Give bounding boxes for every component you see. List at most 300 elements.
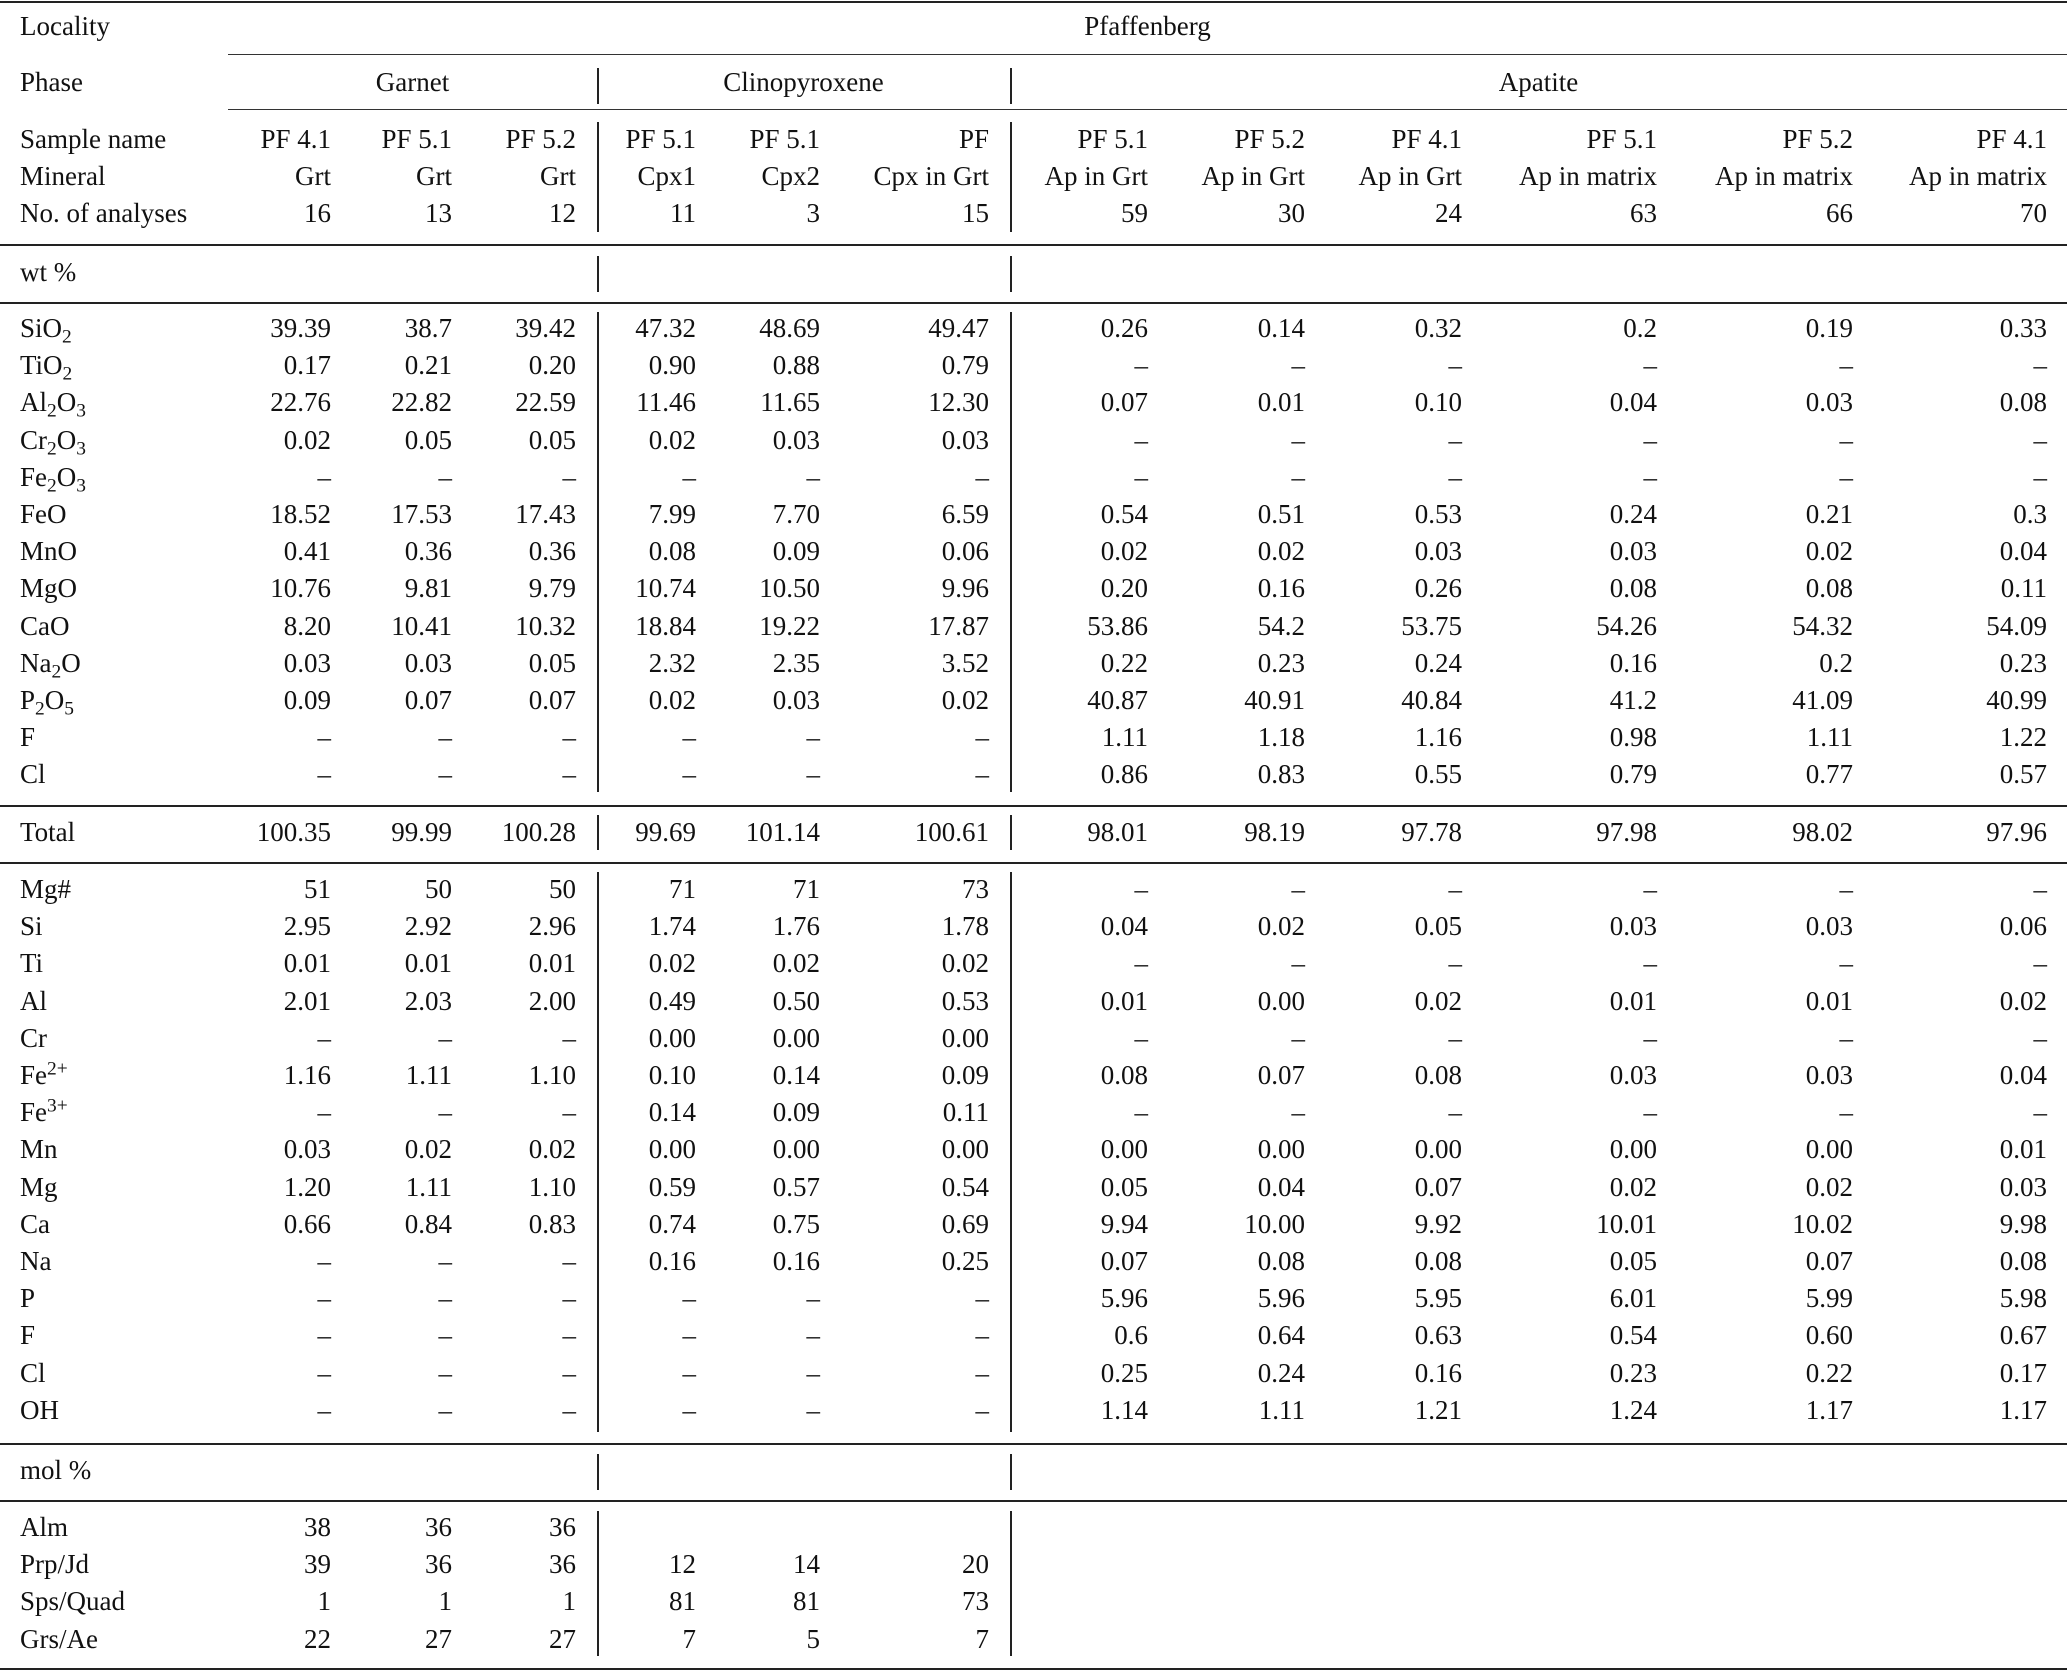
- oxide-cell: 19.22: [759, 611, 820, 641]
- oxide-cell: –: [806, 462, 820, 492]
- endmember-cell: 81: [793, 1586, 820, 1616]
- phase-label: Phase: [20, 67, 83, 97]
- cation-cell: 0.08: [1100, 1060, 1148, 1090]
- endmember-cell: 36: [549, 1512, 576, 1542]
- cation-cell: –: [1643, 948, 1657, 978]
- oxide-cell: 0.10: [1414, 387, 1462, 417]
- cation-cell: –: [1839, 1023, 1853, 1053]
- oxide-cell: 0.02: [1257, 536, 1305, 566]
- oxide-cell: 0.07: [528, 685, 576, 715]
- cation-cell: 1.11: [1258, 1395, 1305, 1425]
- endmember-cell: 1: [438, 1586, 452, 1616]
- oxide-cell: –: [1839, 462, 1853, 492]
- cation-cell: 50: [425, 874, 452, 904]
- oxide-cell: 0.22: [1100, 648, 1148, 678]
- cation-cell: 0.03: [1609, 911, 1657, 941]
- analyses-count-cell: 59: [1121, 198, 1148, 228]
- analyses-count-cell: 13: [425, 198, 452, 228]
- mineral-cell: Ap in Grt: [1201, 161, 1305, 191]
- oxide-cell: 39.39: [270, 313, 331, 343]
- mol-top-rule: [0, 1443, 2067, 1445]
- cation-cell: 0.67: [1999, 1320, 2047, 1350]
- sample-name-cell: PF 5.1: [381, 124, 452, 154]
- cation-cell: –: [562, 1395, 576, 1425]
- oxide-cell: –: [1291, 462, 1305, 492]
- analyses-label: No. of analyses: [20, 198, 188, 228]
- cation-cell: –: [1291, 1023, 1305, 1053]
- endmember-cell: 73: [962, 1586, 989, 1616]
- cation-cell: –: [975, 1395, 989, 1425]
- cation-cell: –: [2033, 874, 2047, 904]
- oxide-cell: 54.26: [1596, 611, 1657, 641]
- endmember-cell: 14: [793, 1549, 820, 1579]
- oxide-cell: –: [1448, 350, 1462, 380]
- oxide-cell: 3.52: [941, 648, 989, 678]
- locality-label: Locality: [20, 11, 110, 41]
- cation-cell: 1.16: [283, 1060, 331, 1090]
- oxide-cell: 0.02: [648, 685, 696, 715]
- oxide-cell: 0.90: [648, 350, 696, 380]
- oxide-cell: –: [1448, 462, 1462, 492]
- cation-cell: 0.04: [1257, 1172, 1305, 1202]
- endmember-cell: 12: [669, 1549, 696, 1579]
- oxide-cell: 0.55: [1414, 759, 1462, 789]
- oxide-cell: –: [682, 759, 696, 789]
- oxide-cell: 0.16: [1257, 573, 1305, 603]
- cation-cell: 6.01: [1609, 1283, 1657, 1313]
- oxide-cell: 22.82: [391, 387, 452, 417]
- cation-cell: –: [317, 1358, 331, 1388]
- mineral-cell: Ap in Grt: [1358, 161, 1462, 191]
- cation-cell: 0.01: [1805, 986, 1853, 1016]
- mineral-cell: Grt: [416, 161, 452, 191]
- cation-cell: –: [1134, 874, 1148, 904]
- cation-cell: –: [1291, 1097, 1305, 1127]
- endmember-cell: 5: [806, 1624, 820, 1654]
- cation-cell: –: [682, 1283, 696, 1313]
- oxide-cell: 0.54: [1100, 499, 1148, 529]
- oxide-cell: 18.84: [635, 611, 696, 641]
- cation-cell: 0.17: [1999, 1358, 2047, 1388]
- oxide-cell: 0.05: [404, 425, 452, 455]
- oxide-cell: 0.03: [772, 425, 820, 455]
- oxide-cell: 0.21: [1805, 499, 1853, 529]
- oxide-cell: –: [806, 722, 820, 752]
- group-divider: [597, 312, 599, 792]
- oxide-cell: 0.86: [1100, 759, 1148, 789]
- cation-cell: –: [975, 1358, 989, 1388]
- cation-cell: 9.98: [1999, 1209, 2047, 1239]
- analyses-count-cell: 16: [304, 198, 331, 228]
- cation-cell: 1.20: [283, 1172, 331, 1202]
- cation-label: Na: [20, 1246, 52, 1276]
- cation-cell: 0.00: [1414, 1134, 1462, 1164]
- oxide-cell: –: [1134, 350, 1148, 380]
- cation-cell: –: [317, 1023, 331, 1053]
- endmember-cell: 1: [562, 1586, 576, 1616]
- total-cell: 98.02: [1792, 817, 1853, 847]
- oxide-label: $Al_2O_3$: [20, 387, 86, 422]
- group-divider: [1010, 1454, 1012, 1490]
- cation-cell: –: [1839, 1097, 1853, 1127]
- total-cell: 99.69: [635, 817, 696, 847]
- sample-name-cell: PF 4.1: [1391, 124, 1462, 154]
- cation-cell: 2.95: [283, 911, 331, 941]
- cation-cell: 0.03: [1999, 1172, 2047, 1202]
- oxide-cell: 0.02: [283, 425, 331, 455]
- cation-cell: 1.11: [405, 1060, 452, 1090]
- cation-cell: 0.10: [648, 1060, 696, 1090]
- cation-cell: 0.05: [1414, 911, 1462, 941]
- mol-bottom-rule: [0, 1500, 2067, 1502]
- cation-cell: –: [2033, 948, 2047, 978]
- cation-cell: 0.23: [1609, 1358, 1657, 1388]
- oxide-label: F: [20, 722, 36, 752]
- phase-clinopyroxene: Clinopyroxene: [723, 67, 884, 97]
- oxide-cell: 48.69: [759, 313, 820, 343]
- oxide-cell: 22.76: [270, 387, 331, 417]
- cation-cell: 0.25: [941, 1246, 989, 1276]
- endmember-cell: 39: [304, 1549, 331, 1579]
- oxide-label: $Na_2O$: [20, 648, 81, 683]
- sample-name-cell: PF 5.2: [505, 124, 576, 154]
- oxide-cell: 0.02: [1100, 536, 1148, 566]
- endmember-label: Sps/Quad: [20, 1586, 126, 1616]
- cation-cell: 0.00: [941, 1134, 989, 1164]
- cation-cell: –: [975, 1320, 989, 1350]
- oxide-cell: –: [975, 722, 989, 752]
- mineral-cell: Grt: [540, 161, 576, 191]
- cation-cell: 0.03: [1609, 1060, 1657, 1090]
- sample-name-cell: PF 5.2: [1234, 124, 1305, 154]
- phase-apatite: Apatite: [1498, 67, 1579, 97]
- total-cell: 97.96: [1986, 817, 2047, 847]
- cation-label: $Fe^{3+}$: [20, 1095, 68, 1127]
- cation-cell: 1.78: [941, 911, 989, 941]
- cation-cell: –: [438, 1320, 452, 1350]
- endmember-cell: 36: [425, 1549, 452, 1579]
- oxide-cell: 0.11: [2000, 573, 2047, 603]
- cation-cell: –: [317, 1246, 331, 1276]
- total-cell: 97.98: [1596, 817, 1657, 847]
- cation-cell: 0.04: [1100, 911, 1148, 941]
- mineral-cell: Cpx1: [637, 161, 696, 191]
- oxide-cell: –: [1134, 425, 1148, 455]
- cation-cell: –: [438, 1097, 452, 1127]
- cation-cell: 0.53: [941, 986, 989, 1016]
- cation-cell: 0.75: [772, 1209, 820, 1239]
- cation-label: Mn: [20, 1134, 58, 1164]
- cation-cell: –: [1134, 948, 1148, 978]
- oxide-cell: –: [975, 462, 989, 492]
- cation-cell: –: [1291, 948, 1305, 978]
- cation-cell: –: [975, 1283, 989, 1313]
- oxide-cell: 0.05: [528, 425, 576, 455]
- cation-cell: 0.01: [283, 948, 331, 978]
- group-divider: [1010, 1511, 1012, 1656]
- oxide-cell: –: [806, 759, 820, 789]
- oxide-cell: –: [562, 722, 576, 752]
- oxide-cell: 0.2: [1623, 313, 1657, 343]
- oxide-cell: 0.03: [772, 685, 820, 715]
- mineral-cell: Grt: [295, 161, 331, 191]
- cation-cell: –: [806, 1320, 820, 1350]
- oxide-cell: 39.42: [515, 313, 576, 343]
- cation-label: Cl: [20, 1358, 46, 1388]
- oxide-cell: –: [2033, 425, 2047, 455]
- cation-cell: 0.00: [648, 1023, 696, 1053]
- oxide-cell: 9.79: [528, 573, 576, 603]
- oxide-cell: 10.76: [270, 573, 331, 603]
- cation-cell: 0.03: [1805, 911, 1853, 941]
- oxide-cell: 0.03: [404, 648, 452, 678]
- mineral-cell: Ap in matrix: [1715, 161, 1853, 191]
- cation-cell: 0.01: [1609, 986, 1657, 1016]
- cation-cell: –: [682, 1358, 696, 1388]
- cation-cell: 0.00: [1100, 1134, 1148, 1164]
- cation-cell: 0.02: [1999, 986, 2047, 1016]
- oxide-cell: 10.41: [391, 611, 452, 641]
- oxide-cell: 0.01: [1257, 387, 1305, 417]
- group-divider: [597, 122, 599, 232]
- oxide-cell: 0.16: [1609, 648, 1657, 678]
- cation-cell: 1.10: [528, 1172, 576, 1202]
- oxide-cell: –: [438, 462, 452, 492]
- oxide-cell: 0.02: [648, 425, 696, 455]
- cation-cell: 51: [304, 874, 331, 904]
- cation-cell: 5.95: [1414, 1283, 1462, 1313]
- cation-label: Mg: [20, 1172, 58, 1202]
- cation-cell: 0.54: [1609, 1320, 1657, 1350]
- cation-cell: 9.94: [1100, 1209, 1148, 1239]
- sample-name-cell: PF 4.1: [1976, 124, 2047, 154]
- cation-cell: 0.22: [1805, 1358, 1853, 1388]
- oxide-cell: 0.23: [1257, 648, 1305, 678]
- group-divider: [597, 815, 599, 850]
- cation-cell: –: [1839, 874, 1853, 904]
- analyses-count-cell: 30: [1278, 198, 1305, 228]
- cation-cell: 0.08: [1257, 1246, 1305, 1276]
- cation-cell: –: [438, 1283, 452, 1313]
- oxide-cell: 49.47: [928, 313, 989, 343]
- oxide-cell: 40.99: [1986, 685, 2047, 715]
- cation-cell: 0.14: [772, 1060, 820, 1090]
- oxide-cell: 1.16: [1414, 722, 1462, 752]
- cation-cell: –: [682, 1395, 696, 1425]
- oxide-label: MnO: [20, 536, 78, 566]
- cation-cell: 0.60: [1805, 1320, 1853, 1350]
- oxide-cell: 40.91: [1244, 685, 1305, 715]
- cation-cell: –: [682, 1320, 696, 1350]
- endmember-label: Prp/Jd: [20, 1549, 90, 1579]
- analyses-count-cell: 12: [549, 198, 576, 228]
- total-cell: 100.35: [256, 817, 331, 847]
- cation-cell: 0.09: [941, 1060, 989, 1090]
- oxide-cell: –: [1291, 350, 1305, 380]
- cation-cell: –: [562, 1023, 576, 1053]
- oxide-cell: 0.51: [1257, 499, 1305, 529]
- oxide-cell: –: [317, 759, 331, 789]
- oxide-label: $Fe_2O_3$: [20, 462, 86, 497]
- mineral-cell: Cpx in Grt: [873, 161, 989, 191]
- oxide-cell: 0.09: [772, 536, 820, 566]
- group-divider: [1010, 312, 1012, 792]
- oxide-cell: 0.24: [1414, 648, 1462, 678]
- oxide-cell: 0.14: [1257, 313, 1305, 343]
- oxide-cell: –: [1643, 462, 1657, 492]
- oxide-cell: 17.87: [928, 611, 989, 641]
- cation-cell: –: [1839, 948, 1853, 978]
- analyses-count-cell: 66: [1826, 198, 1853, 228]
- total-cell: 100.61: [914, 817, 989, 847]
- oxide-cell: 10.32: [515, 611, 576, 641]
- oxide-cell: 40.87: [1087, 685, 1148, 715]
- cation-label: Cr: [20, 1023, 47, 1053]
- endmember-cell: 81: [669, 1586, 696, 1616]
- cation-cell: 0.03: [283, 1134, 331, 1164]
- cation-cell: –: [806, 1395, 820, 1425]
- oxide-label: SiO$_2$: [20, 313, 72, 348]
- cation-cell: 0.64: [1257, 1320, 1305, 1350]
- endmember-cell: 36: [549, 1549, 576, 1579]
- oxide-cell: 8.20: [283, 611, 331, 641]
- oxide-cell: –: [1643, 350, 1657, 380]
- cation-cell: 5.96: [1100, 1283, 1148, 1313]
- cation-cell: –: [317, 1097, 331, 1127]
- oxide-cell: 0.04: [1999, 536, 2047, 566]
- endmember-cell: 22: [304, 1624, 331, 1654]
- group-divider: [597, 256, 599, 292]
- cation-cell: 0.01: [1100, 986, 1148, 1016]
- phase-underline: [228, 109, 2067, 110]
- oxide-cell: 0.32: [1414, 313, 1462, 343]
- oxide-cell: 7.70: [772, 499, 820, 529]
- endmember-label: Grs/Ae: [20, 1624, 98, 1654]
- mineral-cell: Ap in matrix: [1909, 161, 2047, 191]
- cation-cell: 2.03: [404, 986, 452, 1016]
- cation-cell: 0.14: [648, 1097, 696, 1127]
- oxide-cell: 40.84: [1401, 685, 1462, 715]
- oxide-cell: 2.35: [772, 648, 820, 678]
- cation-cell: 0.6: [1114, 1320, 1148, 1350]
- wt-section-rule: [0, 302, 2067, 304]
- cation-cell: –: [438, 1395, 452, 1425]
- cation-cell: 5.99: [1805, 1283, 1853, 1313]
- cation-cell: 0.69: [941, 1209, 989, 1239]
- cation-cell: 0.11: [942, 1097, 989, 1127]
- oxide-cell: 0.03: [283, 648, 331, 678]
- oxide-cell: 1.18: [1257, 722, 1305, 752]
- group-divider: [1010, 815, 1012, 850]
- oxide-cell: 6.59: [941, 499, 989, 529]
- cation-cell: 0.07: [1100, 1246, 1148, 1276]
- oxide-cell: 11.65: [760, 387, 820, 417]
- cation-cell: 0.16: [648, 1246, 696, 1276]
- cation-cell: –: [562, 1097, 576, 1127]
- sample-name-cell: PF 4.1: [260, 124, 331, 154]
- oxide-cell: –: [562, 462, 576, 492]
- cation-cell: –: [806, 1358, 820, 1388]
- oxide-cell: 41.2: [1609, 685, 1657, 715]
- oxide-cell: 0.08: [648, 536, 696, 566]
- oxide-cell: –: [317, 722, 331, 752]
- cation-cell: 0.74: [648, 1209, 696, 1239]
- analyses-count-cell: 63: [1630, 198, 1657, 228]
- cation-cell: 0.01: [528, 948, 576, 978]
- endmember-cell: 7: [682, 1624, 696, 1654]
- oxide-cell: 0.53: [1414, 499, 1462, 529]
- cation-cell: 9.92: [1414, 1209, 1462, 1239]
- cation-cell: 0.00: [1257, 1134, 1305, 1164]
- cation-cell: –: [1448, 948, 1462, 978]
- oxide-cell: –: [1448, 425, 1462, 455]
- cation-cell: 71: [669, 874, 696, 904]
- oxide-cell: 0.21: [404, 350, 452, 380]
- cation-cell: 10.01: [1596, 1209, 1657, 1239]
- total-cell: 98.01: [1087, 817, 1148, 847]
- analyses-count-cell: 15: [962, 198, 989, 228]
- oxide-cell: 0.02: [1805, 536, 1853, 566]
- phase-garnet: Garnet: [375, 67, 450, 97]
- oxide-cell: 0.09: [283, 685, 331, 715]
- total-cell: 97.78: [1401, 817, 1462, 847]
- cation-cell: 0.00: [1257, 986, 1305, 1016]
- cation-cell: 0.02: [1257, 911, 1305, 941]
- endmember-cell: 20: [962, 1549, 989, 1579]
- sample-name-label: Sample name: [20, 124, 167, 154]
- oxide-cell: –: [438, 759, 452, 789]
- oxide-cell: 11.46: [636, 387, 696, 417]
- oxide-cell: 54.32: [1792, 611, 1853, 641]
- total-cell: 101.14: [745, 817, 820, 847]
- analyses-count-cell: 11: [670, 198, 696, 228]
- cation-cell: –: [806, 1283, 820, 1313]
- analyses-count-cell: 3: [806, 198, 820, 228]
- cation-label: F: [20, 1320, 36, 1350]
- oxide-cell: 0.41: [283, 536, 331, 566]
- total-top-rule: [0, 805, 2067, 807]
- oxide-cell: 0.07: [1100, 387, 1148, 417]
- oxide-cell: 17.53: [391, 499, 452, 529]
- cation-cell: 10.00: [1244, 1209, 1305, 1239]
- oxide-cell: 0.26: [1414, 573, 1462, 603]
- cation-cell: 0.09: [772, 1097, 820, 1127]
- cation-cell: –: [317, 1283, 331, 1313]
- oxide-cell: 54.09: [1986, 611, 2047, 641]
- oxide-cell: 0.07: [404, 685, 452, 715]
- cation-cell: 2.96: [528, 911, 576, 941]
- cation-label: Si: [20, 911, 43, 941]
- oxide-cell: –: [682, 722, 696, 752]
- cation-cell: 0.00: [772, 1134, 820, 1164]
- oxide-cell: 1.22: [1999, 722, 2047, 752]
- group-divider: [1010, 68, 1012, 104]
- wt-percent-label: wt %: [20, 257, 77, 287]
- cation-cell: 1.11: [405, 1172, 452, 1202]
- cation-cell: 0.24: [1257, 1358, 1305, 1388]
- sample-name-cell: PF 5.1: [1077, 124, 1148, 154]
- cation-cell: 2.92: [404, 911, 452, 941]
- oxide-cell: 0.98: [1609, 722, 1657, 752]
- cation-cell: 0.00: [772, 1023, 820, 1053]
- cation-cell: 0.02: [941, 948, 989, 978]
- endmember-cell: 1: [317, 1586, 331, 1616]
- cation-cell: 5.98: [1999, 1283, 2047, 1313]
- cation-cell: 0.16: [772, 1246, 820, 1276]
- cation-cell: –: [317, 1320, 331, 1350]
- oxide-cell: 7.99: [648, 499, 696, 529]
- cation-cell: 71: [793, 874, 820, 904]
